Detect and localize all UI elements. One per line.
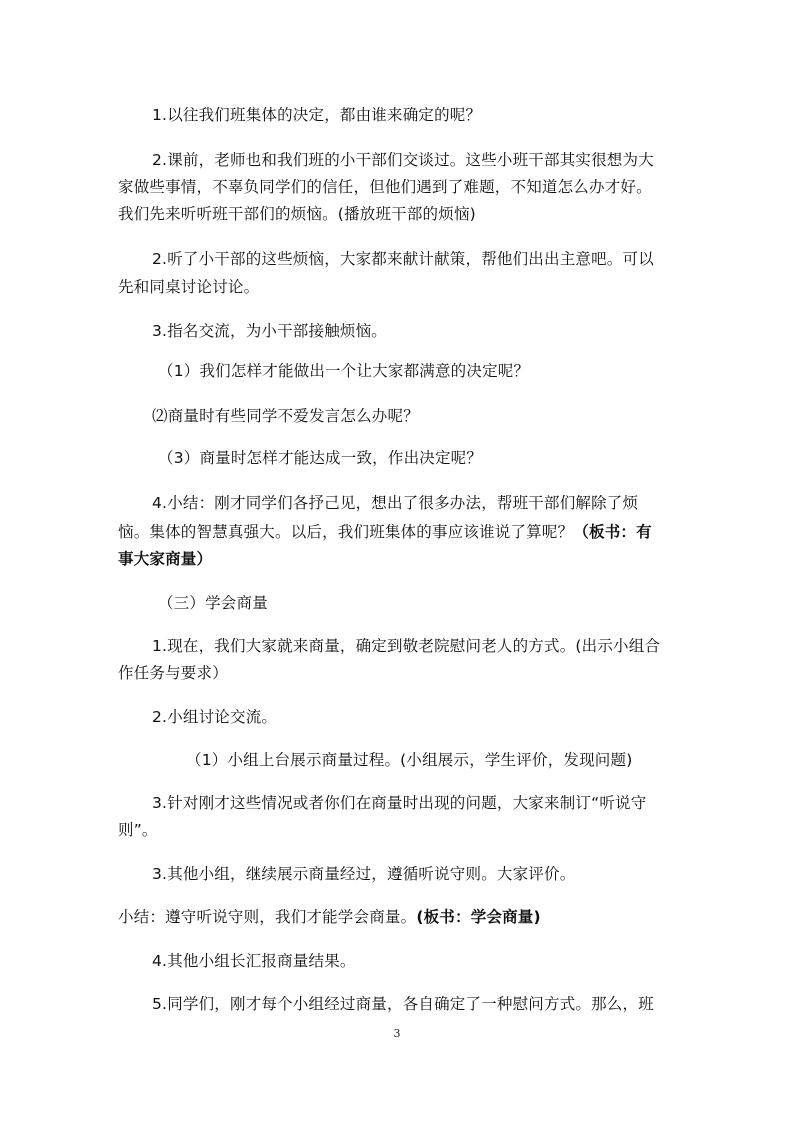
line-text: 2.课前，老师也和我们班的小干部们交谈过。这些小班干部其实很想为大 bbox=[152, 151, 654, 169]
paragraph-line bbox=[118, 549, 212, 569]
paragraph-line bbox=[152, 493, 638, 513]
line-text: ⑵商量时有些同学不爱发言怎么办呢？ bbox=[152, 407, 419, 425]
paragraph-line bbox=[152, 249, 654, 269]
paragraph-line bbox=[152, 105, 481, 125]
line-text: 5.同学们，刚才每个小组经过商量，各自确定了一种慰问方式。那么，班 bbox=[152, 995, 654, 1013]
paragraph-line bbox=[158, 361, 529, 381]
line-text: 2.小组讨论交流。 bbox=[152, 708, 278, 726]
paragraph-line bbox=[118, 907, 541, 927]
line-text: 1.现在，我们大家就来商量，确定到敬老院慰问老人的方式。(出示小组合 bbox=[152, 637, 661, 655]
line-text: 作任务与要求） bbox=[118, 664, 228, 682]
line-text: 1.以往我们班集体的决定，都由谁来确定的呢？ bbox=[152, 106, 482, 124]
line-text: 家做些事情，不辜负同学们的信任，但他们遇到了难题，不知道怎么办才好。 bbox=[118, 178, 652, 196]
paragraph-line bbox=[152, 994, 654, 1014]
paragraph-line bbox=[152, 636, 660, 656]
board-note: 事大家商量） bbox=[118, 550, 213, 568]
line-text: 则”。 bbox=[118, 821, 158, 839]
line-text: 恼。集体的智慧真强大。以后，我们班集体的事应该谁说了算呢？ bbox=[118, 523, 574, 541]
paragraph-line bbox=[152, 864, 575, 884]
line-text: 4.小结：刚才同学们各抒己见，想出了很多办法，帮班干部们解除了烦 bbox=[152, 494, 639, 512]
line-text: 3.其他小组，继续展示商量经过，遵循听说守则。大家评价。 bbox=[152, 865, 576, 883]
line-text: （1）小组上台展示商量过程。(小组展示，学生评价，发现问题) bbox=[186, 751, 633, 769]
board-note: (板书：学会商量) bbox=[416, 908, 541, 926]
paragraph-line bbox=[118, 204, 476, 224]
paragraph-line bbox=[152, 793, 646, 813]
paragraph-line bbox=[152, 707, 277, 727]
line-text: 2.听了小干部的这些烦恼，大家都来献计献策，帮他们出出主意吧。可以 bbox=[152, 250, 654, 268]
paragraph-line bbox=[118, 177, 652, 197]
paragraph-line bbox=[152, 406, 419, 426]
line-text: 小结：遵守听说守则，我们才能学会商量。 bbox=[118, 908, 417, 926]
line-text: 先和同桌讨论讨论。 bbox=[118, 278, 260, 296]
page-number: 3 bbox=[393, 1027, 401, 1040]
line-text: 我们先来听听班干部们的烦恼。(播放班干部的烦恼) bbox=[118, 205, 476, 223]
section-heading bbox=[158, 593, 268, 613]
paragraph-line bbox=[152, 321, 387, 341]
line-text: （1）我们怎样才能做出一个让大家都满意的决定呢？ bbox=[158, 362, 530, 380]
paragraph-line bbox=[186, 750, 632, 770]
line-text: 3.针对刚才这些情况或者你们在商量时出现的问题，大家来制订“听说守 bbox=[152, 794, 647, 812]
paragraph-line bbox=[118, 522, 652, 542]
line-text: 4.其他小组长汇报商量结果。 bbox=[152, 952, 356, 970]
paragraph-line bbox=[118, 663, 228, 683]
paragraph-line bbox=[152, 951, 356, 971]
board-note: （板书：有 bbox=[573, 523, 652, 541]
paragraph-line bbox=[118, 277, 259, 297]
line-text: （3）商量时怎样才能达成一致，作出决定呢？ bbox=[158, 449, 483, 467]
paragraph-line bbox=[152, 150, 654, 170]
paragraph-line bbox=[158, 448, 482, 468]
line-text: （三）学会商量 bbox=[158, 594, 268, 612]
line-text: 3.指名交流，为小干部接触烦恼。 bbox=[152, 322, 387, 340]
paragraph-line bbox=[118, 820, 158, 840]
